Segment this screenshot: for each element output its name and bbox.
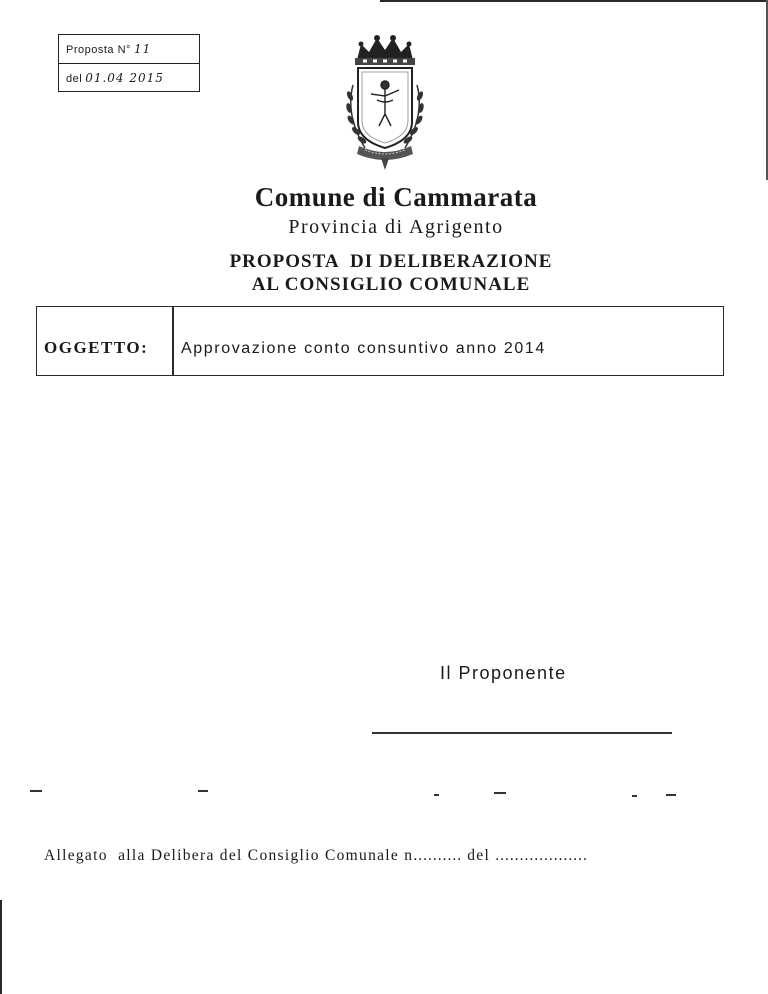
proposal-date-label: del bbox=[66, 73, 83, 85]
scan-dash bbox=[434, 794, 439, 796]
document-title-line-1: PROPOSTA DI DELIBERAZIONE bbox=[229, 251, 553, 272]
signature-line bbox=[372, 732, 672, 734]
subject-table-divider bbox=[172, 306, 174, 376]
attachment-date-dots: ................... bbox=[495, 847, 588, 864]
scan-dash bbox=[494, 792, 506, 794]
proposal-date-row bbox=[59, 64, 199, 93]
subject-text: Approvazione conto consuntivo anno 2014 bbox=[181, 340, 546, 357]
scan-edge-left bbox=[0, 900, 2, 994]
scan-dash bbox=[30, 790, 42, 792]
crown-icon bbox=[355, 35, 415, 65]
proposal-number-box bbox=[58, 34, 200, 92]
attachment-del-label: del bbox=[462, 847, 496, 864]
attachment-text: Allegato alla Delibera del Consiglio Comunale n bbox=[44, 847, 414, 864]
ribbon-icon bbox=[357, 146, 413, 170]
proposal-number-value: 11 bbox=[133, 42, 152, 56]
scan-dash bbox=[198, 790, 208, 792]
coat-of-arms-emblem bbox=[325, 30, 445, 180]
attachment-note bbox=[44, 847, 588, 865]
proposal-date-value: 01.04 2015 bbox=[85, 71, 164, 85]
document-title-line-2: AL CONSIGLIO COMUNALE bbox=[251, 274, 531, 295]
proposal-number-row bbox=[59, 35, 199, 64]
attachment-number-dots: .......... bbox=[413, 847, 463, 864]
scan-edge-top bbox=[380, 0, 768, 2]
subject-label: OGGETTO: bbox=[44, 338, 149, 357]
municipality-name: Comune di Cammarata bbox=[254, 182, 538, 212]
scan-dash bbox=[632, 795, 637, 797]
proposer-label: Il Proponente bbox=[440, 663, 567, 683]
scan-dash bbox=[666, 794, 676, 796]
province-name: Provincia di Agrigento bbox=[288, 216, 504, 238]
proposal-number-label: Proposta N° bbox=[66, 44, 131, 56]
